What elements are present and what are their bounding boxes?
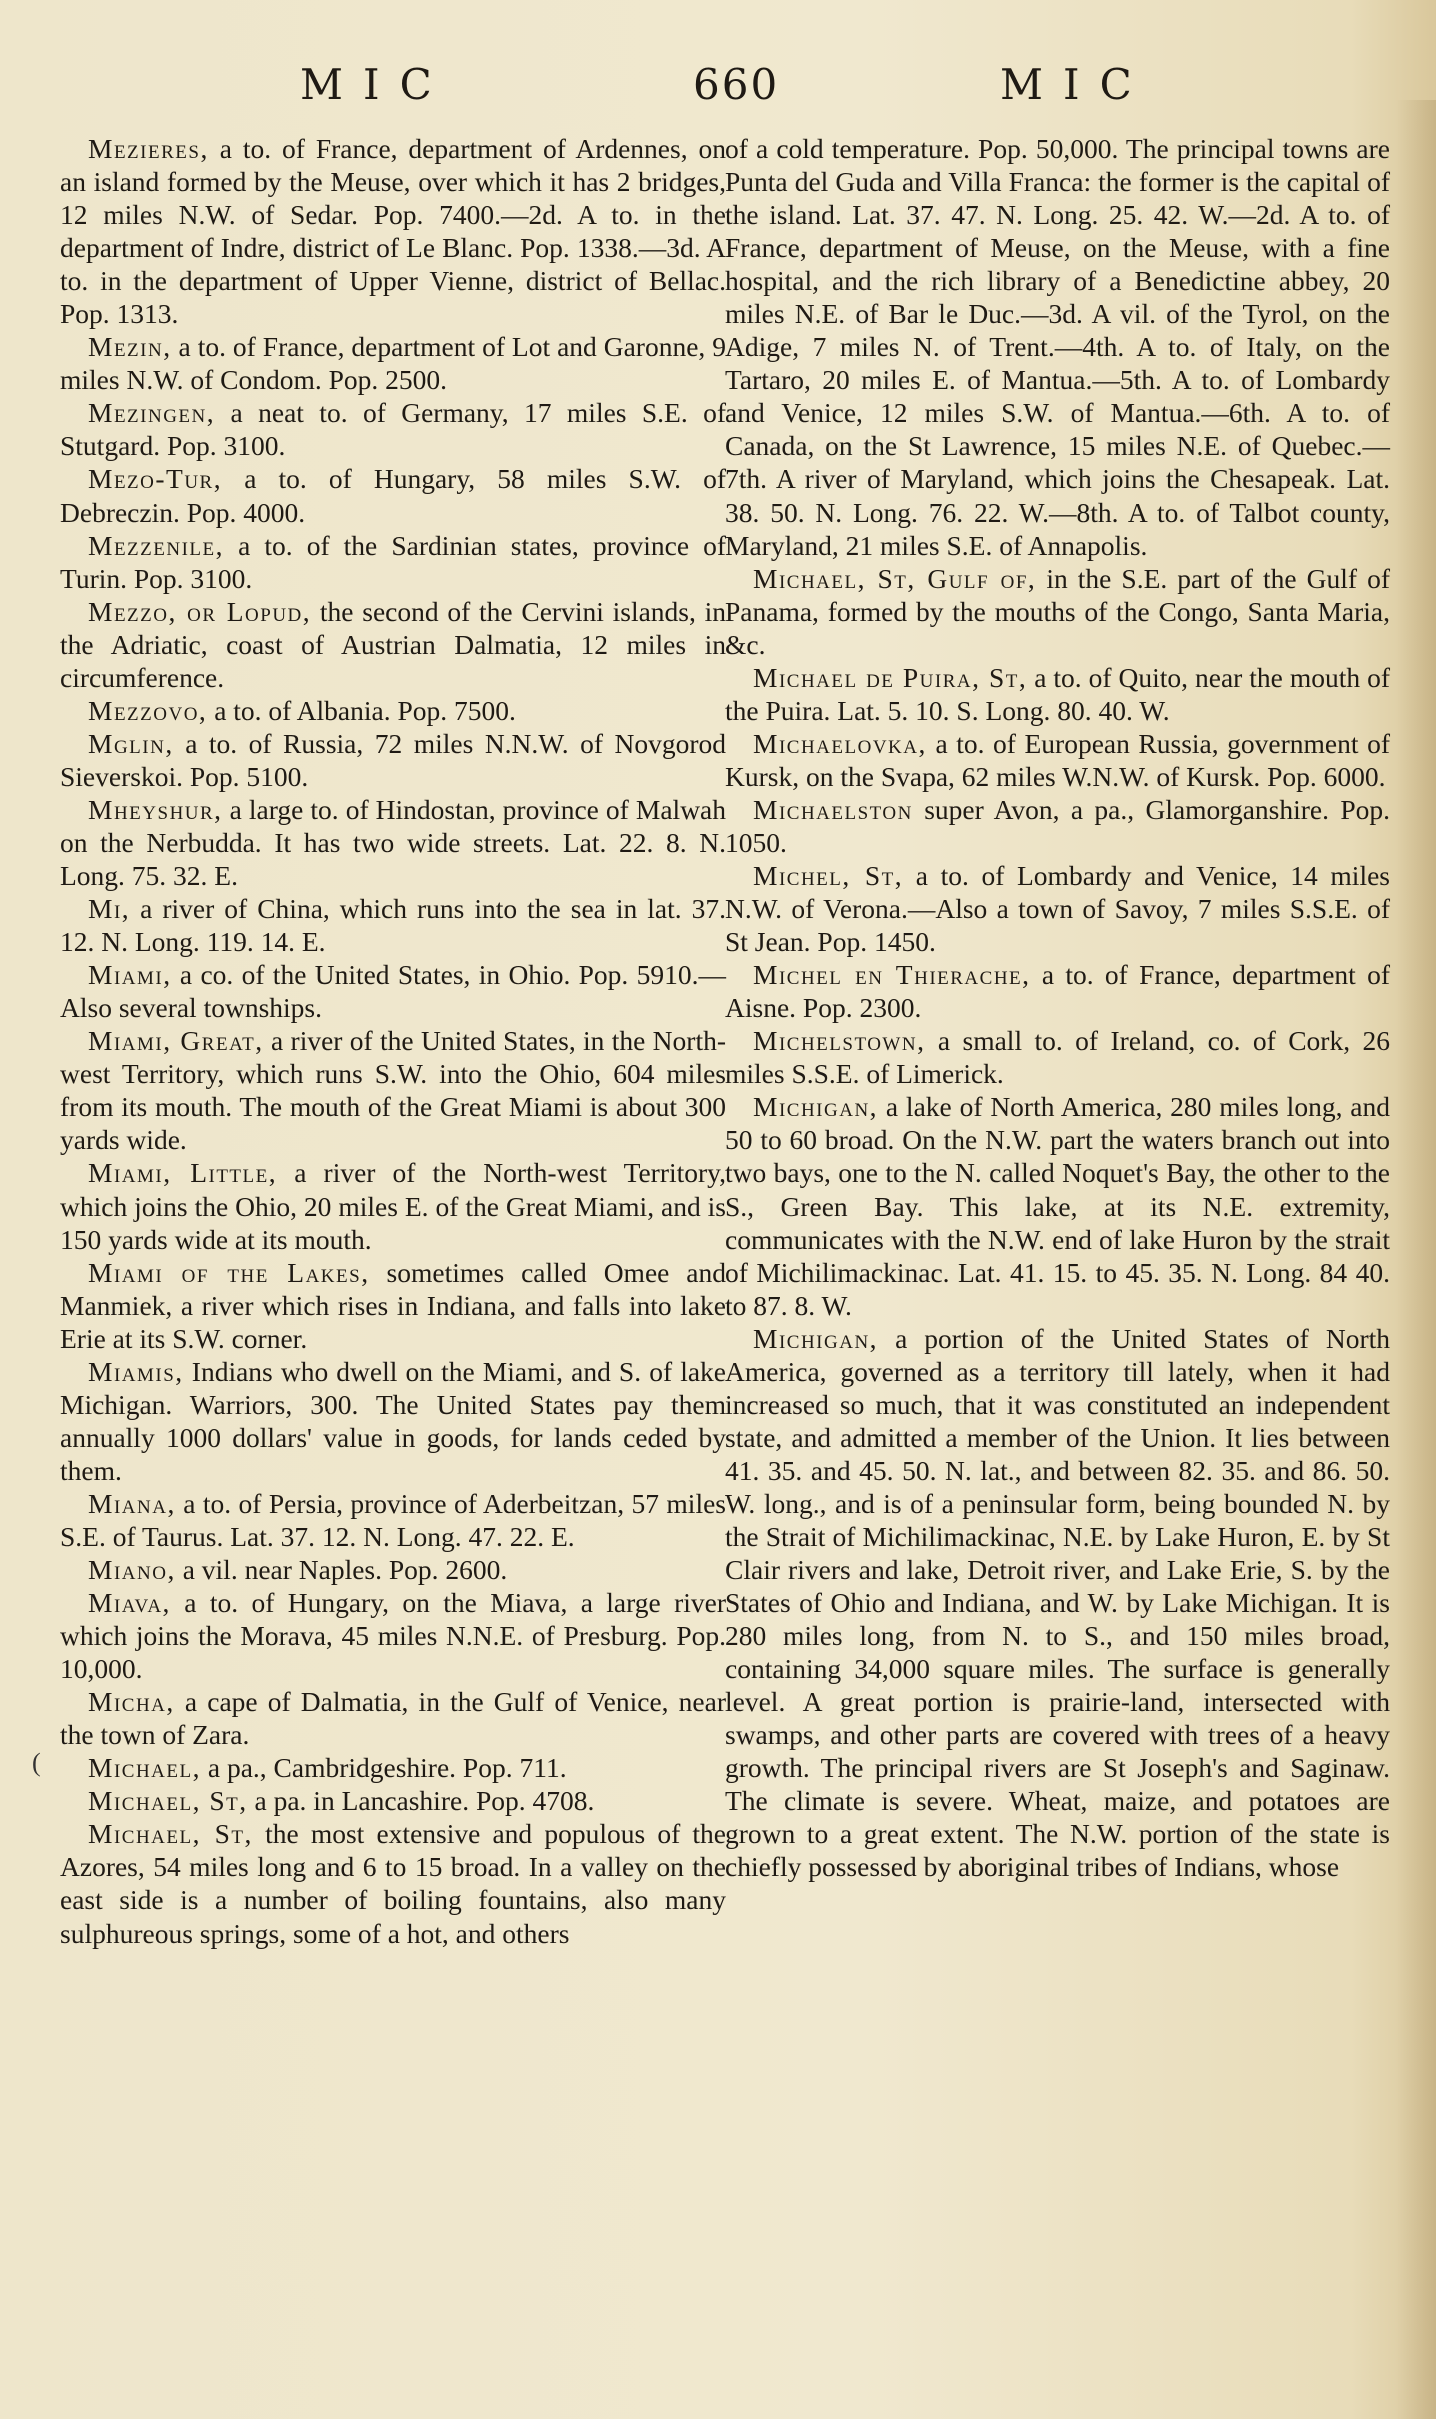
entry bbox=[60, 1256, 726, 1355]
entry bbox=[60, 1751, 726, 1784]
entry-text: a to. of European Russia, government of Kursk, on the Svapa, 62 miles W.N.W. of Kursk. Pop. 6000. bbox=[725, 727, 1390, 792]
entry bbox=[725, 1024, 1390, 1090]
entry-text: a river of the United States, in the North-west Territory, which runs S.W. into the Ohio, 604 miles from its mouth. The mouth of the Great Miami is about 300 yards wide. bbox=[60, 1025, 726, 1156]
entry-text: a to. of Lombardy and Venice, 14 miles N.W. of Verona.—Also a town of Savoy, 7 miles S.S.E. of St Jean. Pop. 1450. bbox=[725, 860, 1390, 958]
entry bbox=[725, 958, 1390, 1024]
entry-text: a pa., Cambridgeshire. Pop. 711. bbox=[207, 1752, 567, 1784]
entry-text: a lake of North America, 280 miles long, and 50 to 60 broad. On the N.W. part the waters branch out into two bays, one to the N. called Noquet's Bay, the other to the S., Green Bay. This lake, at its N.E. extremity, communicates with the N.W. end of lake Huron by the strait of Michilimackinac. Lat. 41. 15. to 45. 35. N. Long. 84 40. to 87. 8. W. bbox=[725, 1091, 1390, 1321]
entry bbox=[60, 1156, 726, 1255]
entry bbox=[60, 1487, 726, 1553]
entry-text: a to. of France, department of Lot and Garonne, 9 miles N.W. of Condom. Pop. 2500. bbox=[60, 331, 726, 396]
entry bbox=[60, 1685, 726, 1751]
entry bbox=[60, 727, 726, 793]
entry bbox=[60, 462, 726, 528]
entry bbox=[60, 1024, 726, 1156]
entry bbox=[60, 1784, 726, 1817]
entry bbox=[725, 1322, 1390, 1884]
entry bbox=[60, 694, 726, 727]
entry-text: a river of China, which runs into the sea in lat. 37. 12. N. Long. 119. 14. E. bbox=[60, 893, 727, 958]
entry bbox=[725, 793, 1390, 859]
entry-text: in the S.E. part of the Gulf of Panama, formed by the mouths of the Congo, Santa Maria, &c. bbox=[725, 562, 1391, 660]
entry bbox=[60, 396, 726, 462]
entry bbox=[60, 1817, 726, 1949]
entry-text: a pa. in Lancashire. Pop. 4708. bbox=[254, 1785, 595, 1817]
entry-headword: Mezzo, or Lopud, bbox=[88, 595, 312, 627]
entry-text: a to. of Persia, province of Aderbeitzan, 57 miles S.E. of Taurus. Lat. 37. 12. N. Long. 47. 22. E. bbox=[60, 1487, 726, 1552]
entry-headword: Mezingen, bbox=[88, 397, 216, 429]
entry bbox=[60, 958, 726, 1024]
page-number: 660 bbox=[693, 60, 780, 109]
entry bbox=[60, 1553, 726, 1586]
entry-headword: Micha, bbox=[88, 1686, 175, 1718]
entry-continuation: of a cold temperature. Pop. 50,000. The principal towns are Punta del Guda and Villa Franca: the former is the capital of the island. Lat. 37. 47. N. Long. 25. 42. W.—2d. A to. of France, department of Meuse, on the Meuse, with a fine hospital, and the rich library of a Benedictine abbey, 20 miles N.E. of Bar le Duc.—3d. A vil. of the Tyrol, on the Adige, 7 miles N. of Trent.—4th. A to. of Italy, on the Tartaro, 20 miles E. of Mantua.—5th. A to. of Lombardy and Venice, 12 miles S.W. of Mantua.—6th. A to. of Canada, on the St Lawrence, 15 miles N.E. of Quebec.—7th. A river of Maryland, which joins the Chesapeak. Lat. 38. 50. N. Long. 76. 22. W.—8th. A to. of Talbot county, Maryland, 21 miles S.E. of Annapolis. bbox=[725, 133, 1390, 561]
entry-text: a to. of Hungary, on the Miava, a large river which joins the Morava, 45 miles N.N.E. of Presburg. Pop. 10,000. bbox=[60, 1587, 726, 1685]
entry bbox=[60, 132, 726, 330]
entry-headword: Michael de Puira, St, bbox=[753, 661, 1028, 693]
entry bbox=[725, 562, 1390, 661]
entry-headword: Miava, bbox=[88, 1587, 171, 1619]
entry-headword: Miami, bbox=[88, 959, 172, 991]
entry-headword: Miamis, bbox=[88, 1355, 184, 1387]
entry-headword: Michaelovka, bbox=[753, 727, 927, 759]
entry-headword: Miami, Little, bbox=[88, 1157, 278, 1189]
entry-headword: Miami, Great, bbox=[88, 1025, 264, 1057]
left-column bbox=[60, 132, 726, 1950]
entry-headword: Mheyshur, bbox=[88, 793, 223, 825]
entry-headword: Mezieres, bbox=[88, 133, 209, 164]
entry-headword: Michael, St, bbox=[88, 1785, 248, 1817]
entry-headword: Miami of the Lakes, bbox=[88, 1256, 370, 1288]
entry-headword: Mezo-Tur, bbox=[88, 463, 223, 495]
entry-headword: Michaelston bbox=[753, 793, 913, 825]
entry-headword: Michael, St, Gulf of, bbox=[753, 562, 1037, 594]
entry-text: a river of the North-west Territory, which joins the Ohio, 20 miles E. of the Great Miami, and is 150 yards wide at its mouth. bbox=[60, 1157, 726, 1255]
header-left: MIC bbox=[300, 60, 452, 109]
entry bbox=[725, 1090, 1390, 1321]
entry-headword: Mezin, bbox=[88, 331, 172, 363]
header-right: MIC bbox=[1000, 60, 1152, 109]
entry-headword: Michigan, bbox=[753, 1091, 879, 1123]
entry-text: a to. of Hungary, 58 miles S.W. of Debreczin. Pop. 4000. bbox=[60, 463, 727, 528]
entry bbox=[60, 793, 726, 892]
entry-headword: Michel, St, bbox=[753, 860, 904, 892]
entry-headword: Michael, bbox=[88, 1752, 201, 1784]
entry bbox=[725, 661, 1390, 727]
running-header bbox=[0, 60, 1436, 120]
entry-text: a to. of France, department of Aisne. Pop. 2300. bbox=[725, 959, 1390, 1024]
entry-text: super Avon, a pa., Glamorganshire. Pop. 1050. bbox=[725, 793, 1391, 858]
entry-headword: Miano, bbox=[88, 1554, 176, 1586]
entry-text: a portion of the United States of North America, governed as a territory till lately, when it had increased so much, that it was constituted an independent state, and admitted a member of the Union. It lies between 41. 35. and 45. 50. N. lat., and between 82. 35. and 86. 50. W. long., and is of a peninsular form, being bounded N. by the Strait of Michilimackinac, N.E. by Lake Huron, E. by St Clair rivers and lake, Detroit river, and Lake Erie, S. by the States of Ohio and Indiana, and W. by Lake Michigan. It is 280 miles long, from N. to S., and 150 miles broad, containing 34,000 square miles. The surface is generally level. A great portion is prairie-land, intersected with swamps, and other parts are covered with trees of a heavy growth. The principal rivers are St Joseph's and Saginaw. The climate is severe. Wheat, maize, and potatoes are grown to a great extent. The N.W. portion of the state is chiefly possessed by aboriginal tribes of Indians, whose bbox=[725, 1322, 1391, 1883]
entry-headword: Mi, bbox=[88, 893, 131, 925]
entry bbox=[60, 892, 726, 958]
entry-headword: Mezzenile, bbox=[88, 529, 225, 561]
entry bbox=[60, 529, 726, 595]
entry bbox=[60, 330, 726, 396]
entry bbox=[60, 595, 726, 694]
entry-text: a small to. of Ireland, co. of Cork, 26 miles S.S.E. of Limerick. bbox=[725, 1025, 1390, 1090]
entry-text: the most extensive and populous of the Azores, 54 miles long and 6 to 15 broad. In a valley on the east side is a number of boiling fountains, also many sulphureous springs, some of a hot, and others bbox=[60, 1818, 726, 1949]
entry-text: a neat to. of Germany, 17 miles S.E. of Stutgard. Pop. 3100. bbox=[60, 397, 727, 462]
entry-headword: Mglin, bbox=[88, 727, 174, 759]
entry-text: a large to. of Hindostan, province of Malwah on the Nerbudda. It has two wide streets. Lat. 22. 8. N. Long. 75. 32. E. bbox=[60, 793, 727, 892]
page-edge-shadow bbox=[1396, 100, 1436, 2419]
entry bbox=[725, 727, 1390, 793]
margin-mark: ( bbox=[32, 1748, 41, 1777]
entry-text: a to. of Quito, near the mouth of the Puira. Lat. 5. 10. S. Long. 80. 40. W. bbox=[725, 661, 1391, 726]
entry-headword: Michelstown, bbox=[753, 1025, 926, 1057]
entry-text: a co. of the United States, in Ohio. Pop. 5910.—Also several townships. bbox=[60, 959, 726, 1024]
entry bbox=[725, 859, 1390, 958]
entry-text: the second of the Cervini islands, in the Adriatic, coast of Austrian Dalmatia, 12 miles in circumference. bbox=[60, 595, 727, 693]
entry-text: a to. of Albania. Pop. 7500. bbox=[214, 694, 516, 726]
entry-headword: Michel en Thierache, bbox=[753, 959, 1031, 991]
right-column bbox=[725, 132, 1390, 1883]
entry-text: a vil. near Naples. Pop. 2600. bbox=[182, 1554, 508, 1586]
entry-text: Indians who dwell on the Miami, and S. of lake Michigan. Warriors, 300. The United States pay them annually 1000 dollars' value in goods, for lands ceded by them. bbox=[60, 1355, 727, 1486]
entry-headword: Michigan, bbox=[753, 1322, 879, 1354]
entry bbox=[60, 1355, 726, 1487]
entry-text: sometimes called Omee and Manmiek, a river which rises in Indiana, and falls into lake Erie at its S.W. corner. bbox=[60, 1256, 727, 1354]
entry-headword: Mezzovo, bbox=[88, 694, 208, 726]
entry-headword: Michael, St, bbox=[88, 1818, 253, 1850]
entry-text: a cape of Dalmatia, in the Gulf of Venice, near the town of Zara. bbox=[60, 1686, 726, 1751]
entry-text: a to. of France, department of Ardennes, on an island formed by the Meuse, over which it has 2 bridges, 12 miles N.W. of Sedar. Pop. 7400.—2d. A to. in the department of Indre, district of Le Blanc. Pop. 1338.—3d. A to. in the department of Upper Vienne, district of Bellac. Pop. 1313. bbox=[60, 133, 726, 330]
entry-text: a to. of the Sardinian states, province of Turin. Pop. 3100. bbox=[60, 529, 727, 594]
entry-headword: Miana, bbox=[88, 1487, 176, 1519]
entry-text: a to. of Russia, 72 miles N.N.W. of Novgorod Sieverskoi. Pop. 5100. bbox=[60, 727, 726, 792]
entry bbox=[60, 1586, 726, 1685]
